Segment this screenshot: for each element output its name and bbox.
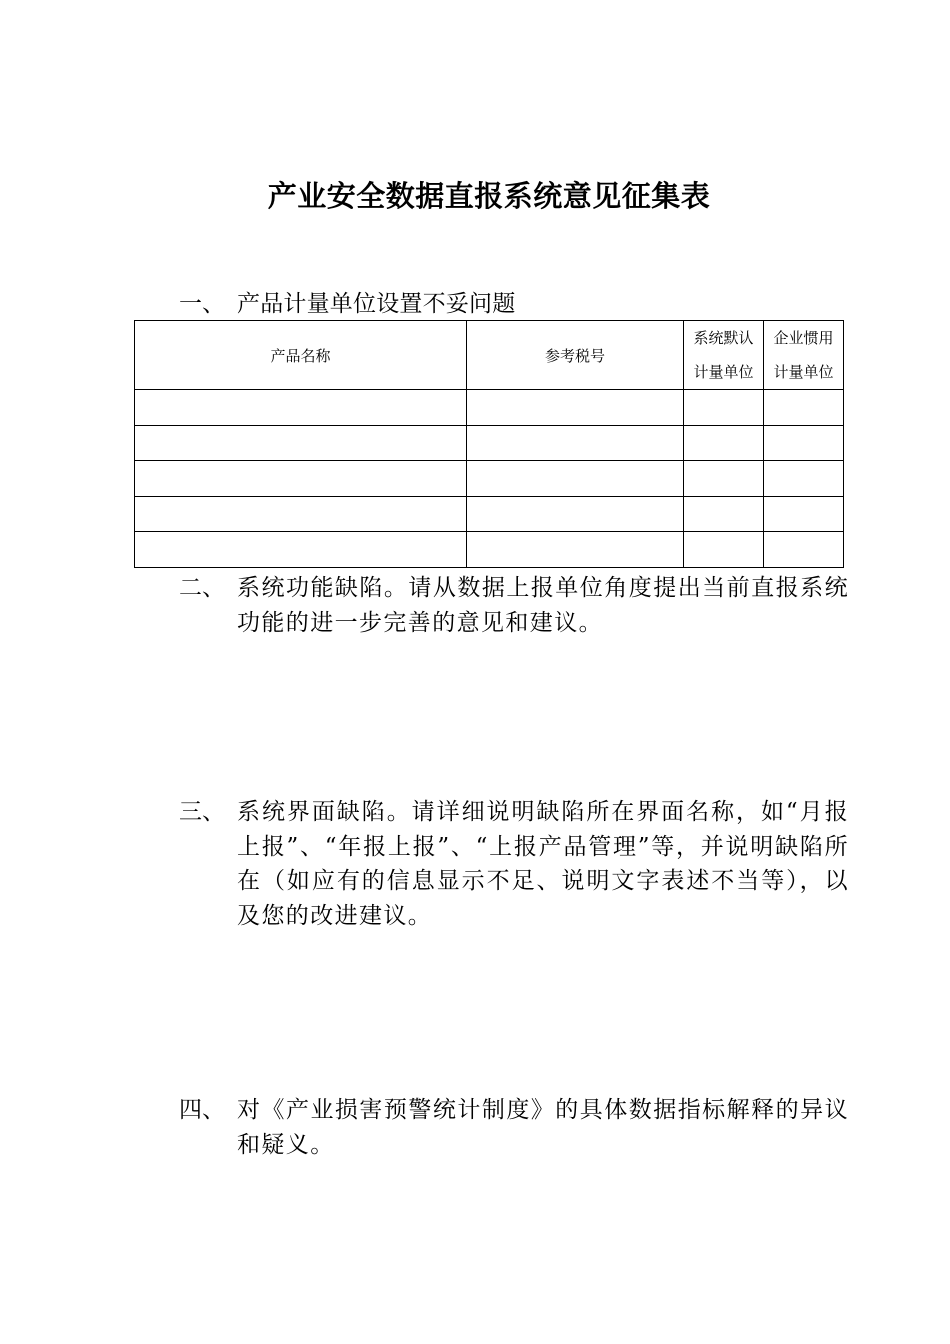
- cell-product-name[interactable]: [135, 461, 467, 497]
- cell-system-unit[interactable]: [684, 532, 764, 568]
- header-system-unit-line2: 计量单位: [693, 363, 754, 381]
- section-1-text: 产品计量单位设置不妥问题: [237, 291, 516, 317]
- table-row: [135, 532, 844, 568]
- section-4-number: 四、: [179, 1097, 225, 1123]
- table-row: [135, 496, 844, 532]
- cell-tax-code[interactable]: [467, 532, 684, 568]
- cell-enterprise-unit[interactable]: [764, 461, 844, 497]
- cell-system-unit[interactable]: [684, 461, 764, 497]
- section-2-number: 二、: [179, 575, 225, 601]
- cell-system-unit[interactable]: [684, 496, 764, 532]
- header-system-unit: [684, 321, 764, 390]
- cell-product-name[interactable]: [135, 425, 467, 461]
- cell-tax-code[interactable]: [467, 390, 684, 426]
- cell-product-name[interactable]: [135, 390, 467, 426]
- section-2: [179, 571, 859, 651]
- section-1-number: 一、: [179, 291, 225, 317]
- section-4-text: 对《产业损害预警统计制度》的具体数据指标解释的异议和疑义。: [237, 1097, 849, 1158]
- cell-tax-code[interactable]: [467, 461, 684, 497]
- table-header-row: [135, 321, 844, 390]
- table-row: [135, 425, 844, 461]
- table-row: [135, 390, 844, 426]
- header-enterprise-unit: [764, 321, 844, 390]
- header-system-unit-line1: 系统默认: [693, 329, 754, 347]
- header-enterprise-unit-line1: 企业惯用: [773, 329, 834, 347]
- cell-system-unit[interactable]: [684, 390, 764, 426]
- cell-enterprise-unit[interactable]: [764, 425, 844, 461]
- section-2-text: 系统功能缺陷。请从数据上报单位角度提出当前直报系统功能的进一步完善的意见和建议。: [237, 575, 849, 636]
- unit-issue-table: [134, 320, 844, 568]
- cell-tax-code[interactable]: [467, 496, 684, 532]
- cell-enterprise-unit[interactable]: [764, 390, 844, 426]
- header-tax-code: 参考税号: [467, 321, 684, 390]
- cell-product-name[interactable]: [135, 496, 467, 532]
- cell-product-name[interactable]: [135, 532, 467, 568]
- section-3: [179, 795, 859, 945]
- cell-tax-code[interactable]: [467, 425, 684, 461]
- cell-system-unit[interactable]: [684, 425, 764, 461]
- section-1: [179, 287, 859, 321]
- section-3-text: 系统界面缺陷。请详细说明缺陷所在界面名称，如“月报上报”、“年报上报”、“上报产品管理”等，并说明缺陷所在（如应有的信息显示不足、说明文字表述不当等），以及您的改进建议。: [237, 799, 849, 929]
- cell-enterprise-unit[interactable]: [764, 532, 844, 568]
- table-row: [135, 461, 844, 497]
- section-3-number: 三、: [179, 799, 225, 825]
- header-enterprise-unit-line2: 计量单位: [773, 363, 834, 381]
- header-product-name: 产品名称: [135, 321, 467, 390]
- cell-enterprise-unit[interactable]: [764, 496, 844, 532]
- section-4: [179, 1093, 859, 1173]
- page-title: 产业安全数据直报系统意见征集表: [267, 179, 711, 213]
